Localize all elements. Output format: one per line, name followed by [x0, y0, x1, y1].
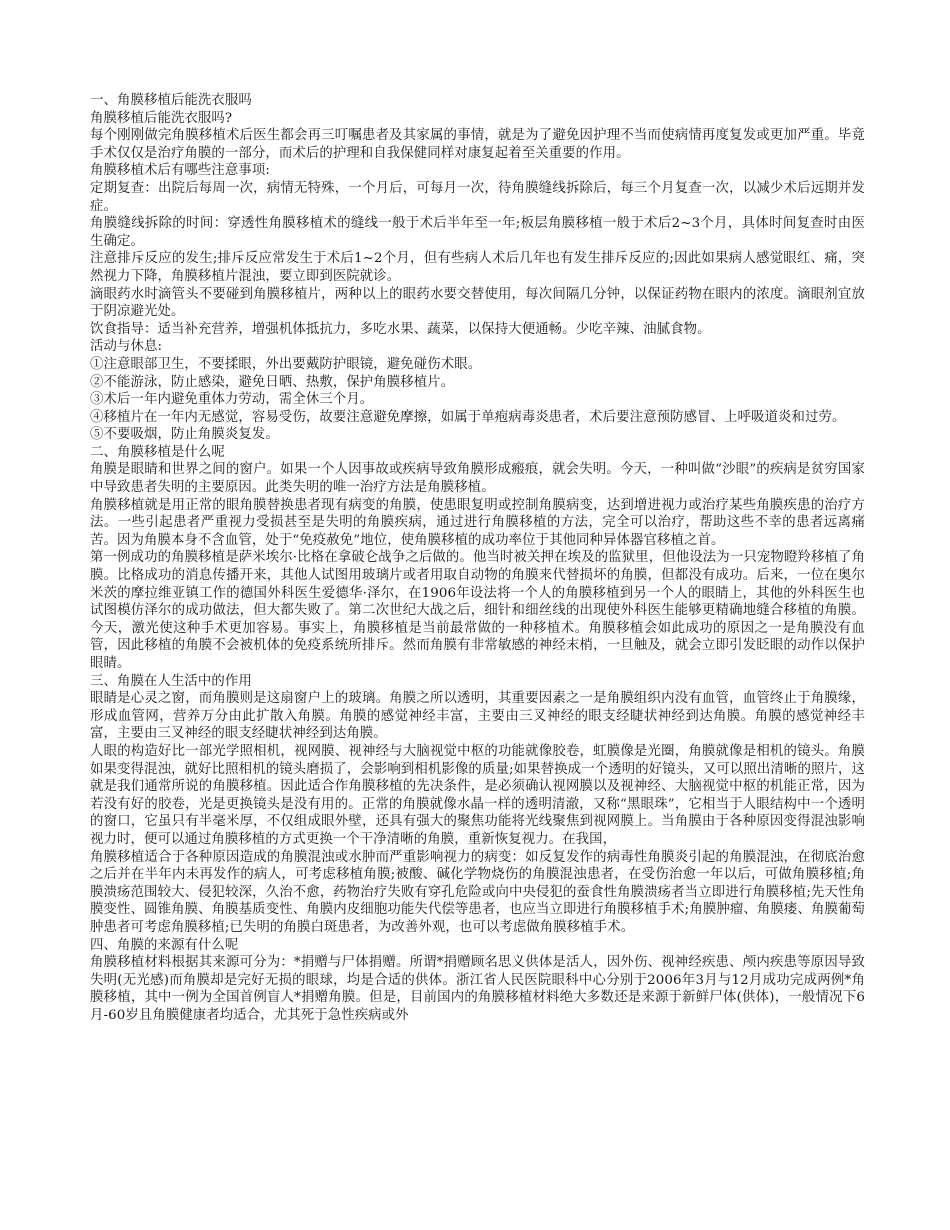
section-heading: 二、角膜移植是什么呢: [90, 444, 225, 460]
paragraph: 角膜移植就是用正常的眼角膜替换患者现有病变的角膜，使患眼复明或控制角膜病变，达到增进视力或治疗某些角膜疾患的治疗方法。一些引起患者严重视力受损甚至是失明的角膜疾病，通过进行角膜移植的方法，完全可以治疗，帮助这些不幸的患者远离痛苦。因为角膜本身不含血管，处于“免疫赦免”地位，使角膜移植的成功率位于其他同种异体器官移植之首。: [90, 497, 865, 548]
paragraph: 角膜是眼睛和世界之间的窗户。如果一个人因事故或疾病导致角膜形成瘢痕，就会失明。今天，一种叫做“沙眼”的疾病是贫穷国家中导致患者失明的主要原因。此类失明的唯一治疗方法是角膜移植。: [90, 462, 865, 496]
paragraph: 人眼的构造好比一部光学照相机，视网膜、视神经与大脑视觉中枢的功能就像胶卷，虹膜像是光圈，角膜就像是相机的镜头。角膜如果变得混浊，就好比照相机的镜头磨损了，会影响到相机影像的质量;如果替换成一个透明的好镜头，又可以照出清晰的照片，这就是我们通常所说的角膜移植。因此适合作角膜移植的先决条件，是必须确认视网膜以及视神经、大脑视觉中枢的机能正常，因为若没有好的胶卷，光是更换镜头是没有用的。正常的角膜就像水晶一样的透明清澈，又称“黑眼珠”，它相当于人眼结构中一个透明的窗口，它虽只有半毫米厚，不仅组成眼外壁，还具有强大的聚焦功能将光线聚焦到视网膜上。当角膜由于各种原因变得混浊影响视力时，便可以通过角膜移植的方式更换一个干净清晰的角膜，重新恢复视力。在我国，: [90, 743, 865, 847]
subheading: 角膜移植术后有哪些注意事项:: [90, 163, 270, 179]
list-item: ②不能游泳，防止感染，避免日晒、热敷，保护角膜移植片。: [90, 374, 455, 390]
paragraph: 每个刚刚做完角膜移植术后医生都会再三叮嘱患者及其家属的事情，就是为了避免因护理不当而使病情再度复发或更加严重。毕竟手术仅仅是治疗角膜的一部分，而术后的护理和自我保健同样对康复起着至关重要的作用。: [90, 128, 865, 161]
section-heading: 三、角膜在人生活中的作用: [90, 673, 252, 689]
list-item: ④移植片在一年内无感觉，容易受伤，故要注意避免摩擦，如属于单疱病毒炎患者，术后要注意预防感冒、上呼吸道炎和过劳。: [90, 409, 846, 425]
document-body: [90, 92, 865, 1024]
paragraph: 角膜移植适合于各种原因造成的角膜混浊或水肿而严重影响视力的病变：如反复发作的病毒性角膜炎引起的角膜混浊，在彻底治愈之后并在半年内未再发作的病人，可考虑移植角膜;被酸、碱化学物烧伤的角膜混浊患者，在受伤治愈一年以后，可做角膜移植;角膜溃疡范围较大、侵犯较深，久治不愈，药物治疗失败有穿孔危险或向中央侵犯的蚕食性角膜溃疡者当立即进行角膜移植;先天性角膜变性、圆锥角膜、角膜基质变性、角膜内皮细胞功能失代偿等患者，也应当立即进行角膜移植手术;角膜肿瘤、角膜瘘、角膜葡萄肿患者可考虑角膜移植;已失明的角膜白斑患者，为改善外观，也可以考虑做角膜移植手术。: [90, 849, 865, 935]
paragraph: 角膜移植材料根据其来源可分为：*捐赠与尸体捐赠。所谓*捐赠顾名思义供体是活人，因外伤、视神经疾患、颅内疾患等原因导致失明(无光感)而角膜却是完好无损的眼球，均是合适的供体。浙江省人民医院眼科中心分别于2006年3月与12月成功完成两例*角膜移植，其中一例为全国首例盲人*捐赠角膜。但是，目前国内的角膜移植材料绝大多数还是来源于新鲜尸体(供体)，一般情况下6月-60岁且角膜健康者均适合，尤其死于急性疾病或外: [90, 955, 865, 1023]
subheading: 活动与休息:: [90, 339, 163, 355]
paragraph: 饮食指导：适当补充营养，增强机体抵抗力，多吃水果、蔬菜，以保持大便通畅。少吃辛辣、油腻食物。: [90, 321, 711, 337]
paragraph: 定期复查：出院后每周一次，病情无特殊，一个月后，可每月一次，待角膜缝线拆除后，每三个月复查一次，以减少术后远期并发症。: [90, 180, 865, 214]
subheading: 角膜移植后能洗衣服吗?: [90, 110, 233, 126]
paragraph: 第一例成功的角膜移植是萨米埃尔·比格在拿破仑战争之后做的。他当时被关押在埃及的监狱里，但他设法为一只宠物瞪羚移植了角膜。比格成功的消息传播开来，其他人试图用玻璃片或者用取自动物的角膜来代替损坏的角膜，但都没有成功。后来，一位在奥尔米茨的摩拉维亚镇工作的德国外科医生爱德华·泽尔，在1906年设法将一个人的角膜移植到另一个人的眼睛上，其他的外科医生也试图模仿泽尔的成功做法，但大都失败了。第二次世纪大战之后，细针和细丝线的出现使外科医生能够更精确地缝合移植的角膜。今天，激光使这种手术更加容易。事实上，角膜移植是当前最常做的一种移植术。角膜移植会如此成功的原因之一是角膜没有血管，因此移植的角膜不会被机体的免疫系统所排斥。然而角膜有非常敏感的神经末梢，一旦触及，就会立即引发眨眼的动作以保护眼睛。: [90, 550, 865, 671]
list-item: ①注意眼部卫生，不要揉眼，外出要戴防护眼镜，避免碰伤术眼。: [90, 356, 482, 372]
list-item: ③术后一年内避免重体力劳动，需全休三个月。: [90, 392, 374, 408]
paragraph: 角膜缝线拆除的时间：穿透性角膜移植术的缝线一般于术后半年至一年;板层角膜移植一般于术后2~3个月，具体时间复查时由医生确定。: [90, 216, 865, 249]
paragraph: 滴眼药水时滴管头不要碰到角膜移植片，两种以上的眼药水要交替使用，每次间隔几分钟，以保证药物在眼内的浓度。滴眼剂宜放于阴凉避光处。: [90, 286, 865, 320]
paragraph: 眼睛是心灵之窗，而角膜则是这扇窗户上的玻璃。角膜之所以透明，其重要因素之一是角膜组织内没有血管，血管终止于角膜缘，形成血管网，营养万分由此扩散入角膜。角膜的感觉神经丰富，主要由三叉神经的眼支经睫状神经到达角膜。角膜的感觉神经丰富，主要由三叉神经的眼支经睫状神经到达角膜。: [90, 691, 865, 742]
section-heading: 一、角膜移植后能洗衣服吗: [90, 93, 252, 108]
paragraph: 注意排斥反应的发生;排斥反应常发生于术后1~2个月，但有些病人术后几年也有发生排斥反应的;因此如果病人感觉眼红、痛，突然视力下降，角膜移植片混浊，要立即到医院就诊。: [90, 251, 865, 284]
list-item: ⑤不要吸烟，防止角膜炎复发。: [90, 427, 279, 443]
section-heading: 四、角膜的来源有什么呢: [90, 937, 239, 953]
